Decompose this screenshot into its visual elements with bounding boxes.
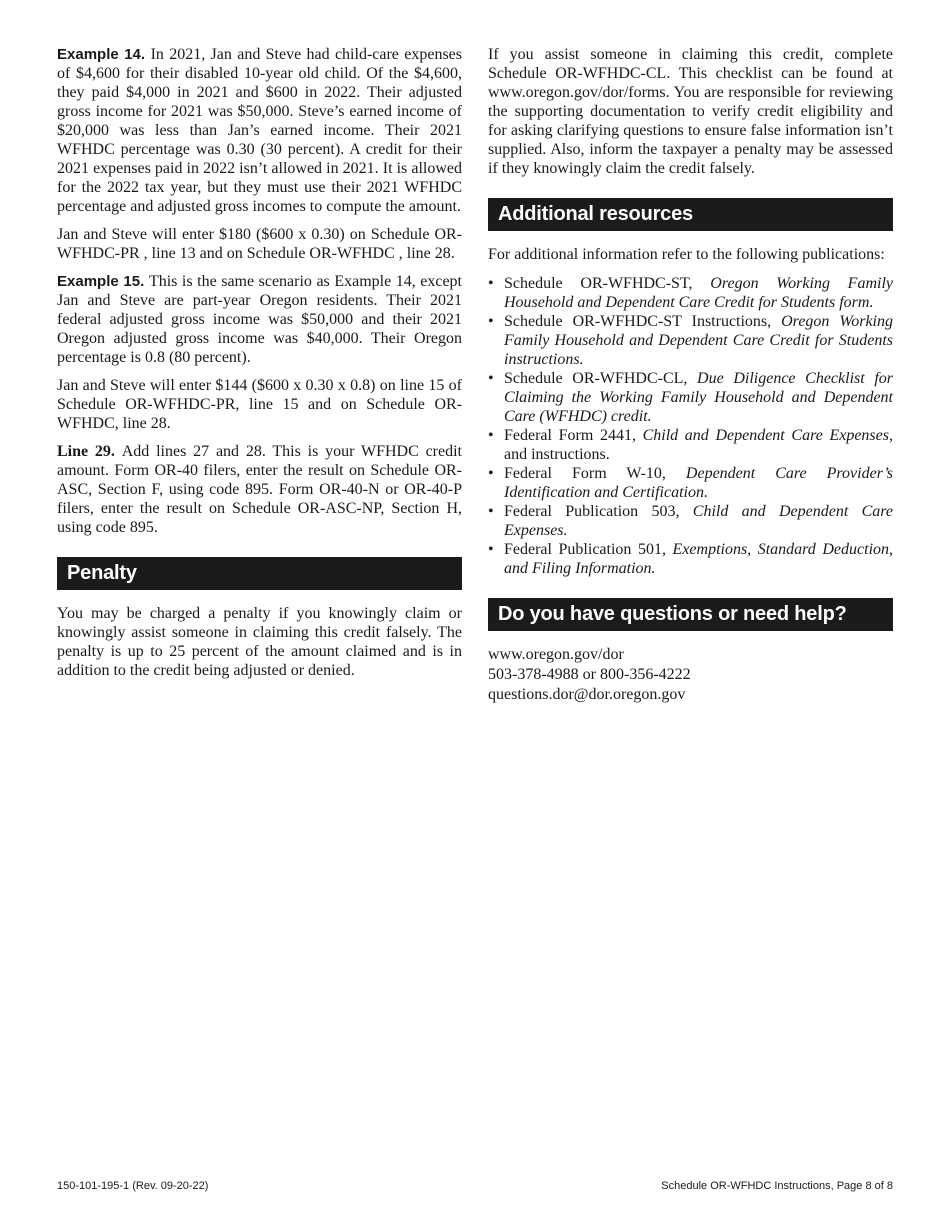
example-14-lead: Example 14. [57, 46, 151, 63]
line-29-text: Add lines 27 and 28. This is your WFHDC credit amount. Form OR-40 filers, enter the result on Schedule OR-ASC, Section F, using code 895. Form OR-40-N or OR-40-P filers, enter the result on Schedule OR-ASC-NP, Section H, using code 895. [57, 443, 462, 536]
resource-item-title: Oregon Working Family Household and Dependent Care Credit for Students form. [504, 275, 893, 311]
intro-paragraph: If you assist someone in claiming this credit, complete Schedule OR-WFHDC-CL. This checklist can be found at www.oregon.gov/dor/forms. You are responsible for reviewing the supporting documentation to verify credit eligibility and for asking clarifying questions to ensure false information isn’t supplied. Also, inform the taxpayer a penalty may be assessed if they knowingly claim the credit falsely. [488, 46, 893, 177]
resource-item-title: Child and Dependent Care Expenses. [504, 503, 894, 539]
resources-list [488, 274, 893, 578]
resource-item [488, 369, 893, 426]
right-column [488, 45, 893, 705]
footer-page-info: Schedule OR-WFHDC Instructions, Page 8 of 8 [661, 1180, 893, 1192]
resource-item [488, 540, 893, 578]
paragraph-example-15 [57, 272, 462, 367]
resource-item-tail: and instructions. [504, 446, 610, 463]
resources-intro: For additional information refer to the following publications: [488, 246, 885, 263]
paragraph-entry-180: Jan and Steve will enter $180 ($600 x 0.30) on Schedule OR-WFHDC-PR , line 13 and on Schedule OR-WFHDC , line 28. [57, 226, 462, 262]
help-email: questions.dor@dor.oregon.gov [488, 686, 686, 703]
resource-item-title: Child and Dependent Care Expenses, [642, 427, 893, 444]
help-heading-label: Do you have questions or need help? [498, 603, 847, 625]
example-14-text: In 2021, Jan and Steve had child-care expenses of $4,600 for their disabled 10-year old child. Of the $4,600, they paid $4,000 in 2021 and $600 in 2022. Their adjusted gross income for 2021 was $50,000. Steve’s earned income of $20,000 was less than Jan’s earned income. Their 2021 WFHDC percentage was 0.30 (30 percent). A credit for their 2021 expenses paid in 2022 isn’t allowed in 2021. It is allowed for the 2022 tax year, but they must use their 2021 WFHDC percentage and adjusted gross incomes to compute the amount. [57, 46, 463, 215]
resource-item-name: Federal Publication 501, [504, 541, 673, 558]
resource-item-title: Dependent Care Provider’s Identification and Certification. [504, 465, 894, 501]
footer-form-number: 150-101-195-1 (Rev. 09-20-22) [57, 1180, 209, 1192]
help-section-bar [488, 598, 893, 631]
resource-item [488, 502, 893, 540]
resource-item-name: Schedule OR-WFHDC-CL, [504, 370, 698, 387]
paragraph-entry-144: Jan and Steve will enter $144 ($600 x 0.30 x 0.8) on line 15 of Schedule OR-WFHDC-PR, line 15 and on Schedule OR-WFHDC, line 28. [57, 377, 462, 432]
resource-item [488, 274, 893, 312]
help-contact-block [488, 645, 893, 705]
penalty-section-bar [57, 557, 462, 590]
resource-item-name: Federal Publication 503, [504, 503, 693, 520]
paragraph-example-14 [57, 45, 462, 216]
example-15-lead: Example 15. [57, 273, 149, 290]
line-29-lead: Line 29. [57, 443, 122, 460]
penalty-body: You may be charged a penalty if you knowingly claim or knowingly assist someone in claiming this credit falsely. The penalty is up to 25 percent of the amount claimed and is in addition to the credit being adjusted or denied. [57, 605, 462, 679]
help-website: www.oregon.gov/dor [488, 646, 624, 663]
resource-item [488, 464, 893, 502]
additional-resources-bar [488, 198, 893, 231]
resource-item-name: Federal Form W-10, [504, 465, 686, 482]
resource-item-name: Federal Form 2441, [504, 427, 643, 444]
left-column [57, 45, 462, 705]
additional-resources-label: Additional resources [498, 203, 693, 225]
help-phone: 503-378-4988 or 800-356-4222 [488, 666, 691, 683]
paragraph-line-29 [57, 442, 462, 537]
resource-item-title: Due Diligence Checklist for Claiming the Working Family Household and Dependent Care (WFHDC) credit. [504, 370, 893, 425]
resource-item-name: Schedule OR-WFHDC-ST Instructions, [504, 313, 782, 330]
resource-item-title: Oregon Working Family Household and Dependent Care Credit for Students instructions. [504, 313, 894, 368]
resource-item-title: Exemptions, Standard Deduction, and Filing Information. [504, 541, 894, 577]
penalty-heading-label: Penalty [67, 562, 137, 584]
resource-item [488, 426, 893, 464]
resource-item [488, 312, 893, 369]
page-footer [57, 1177, 893, 1196]
example-15-text: This is the same scenario as Example 14, except Jan and Steve are part-year Oregon residents. Their 2021 federal adjusted gross income was $50,000 and their 2021 Oregon adjusted gross income was $40,000. Their Oregon percentage is 0.8 (80 percent). [57, 273, 462, 366]
resource-item-name: Schedule OR-WFHDC-ST, [504, 275, 711, 292]
